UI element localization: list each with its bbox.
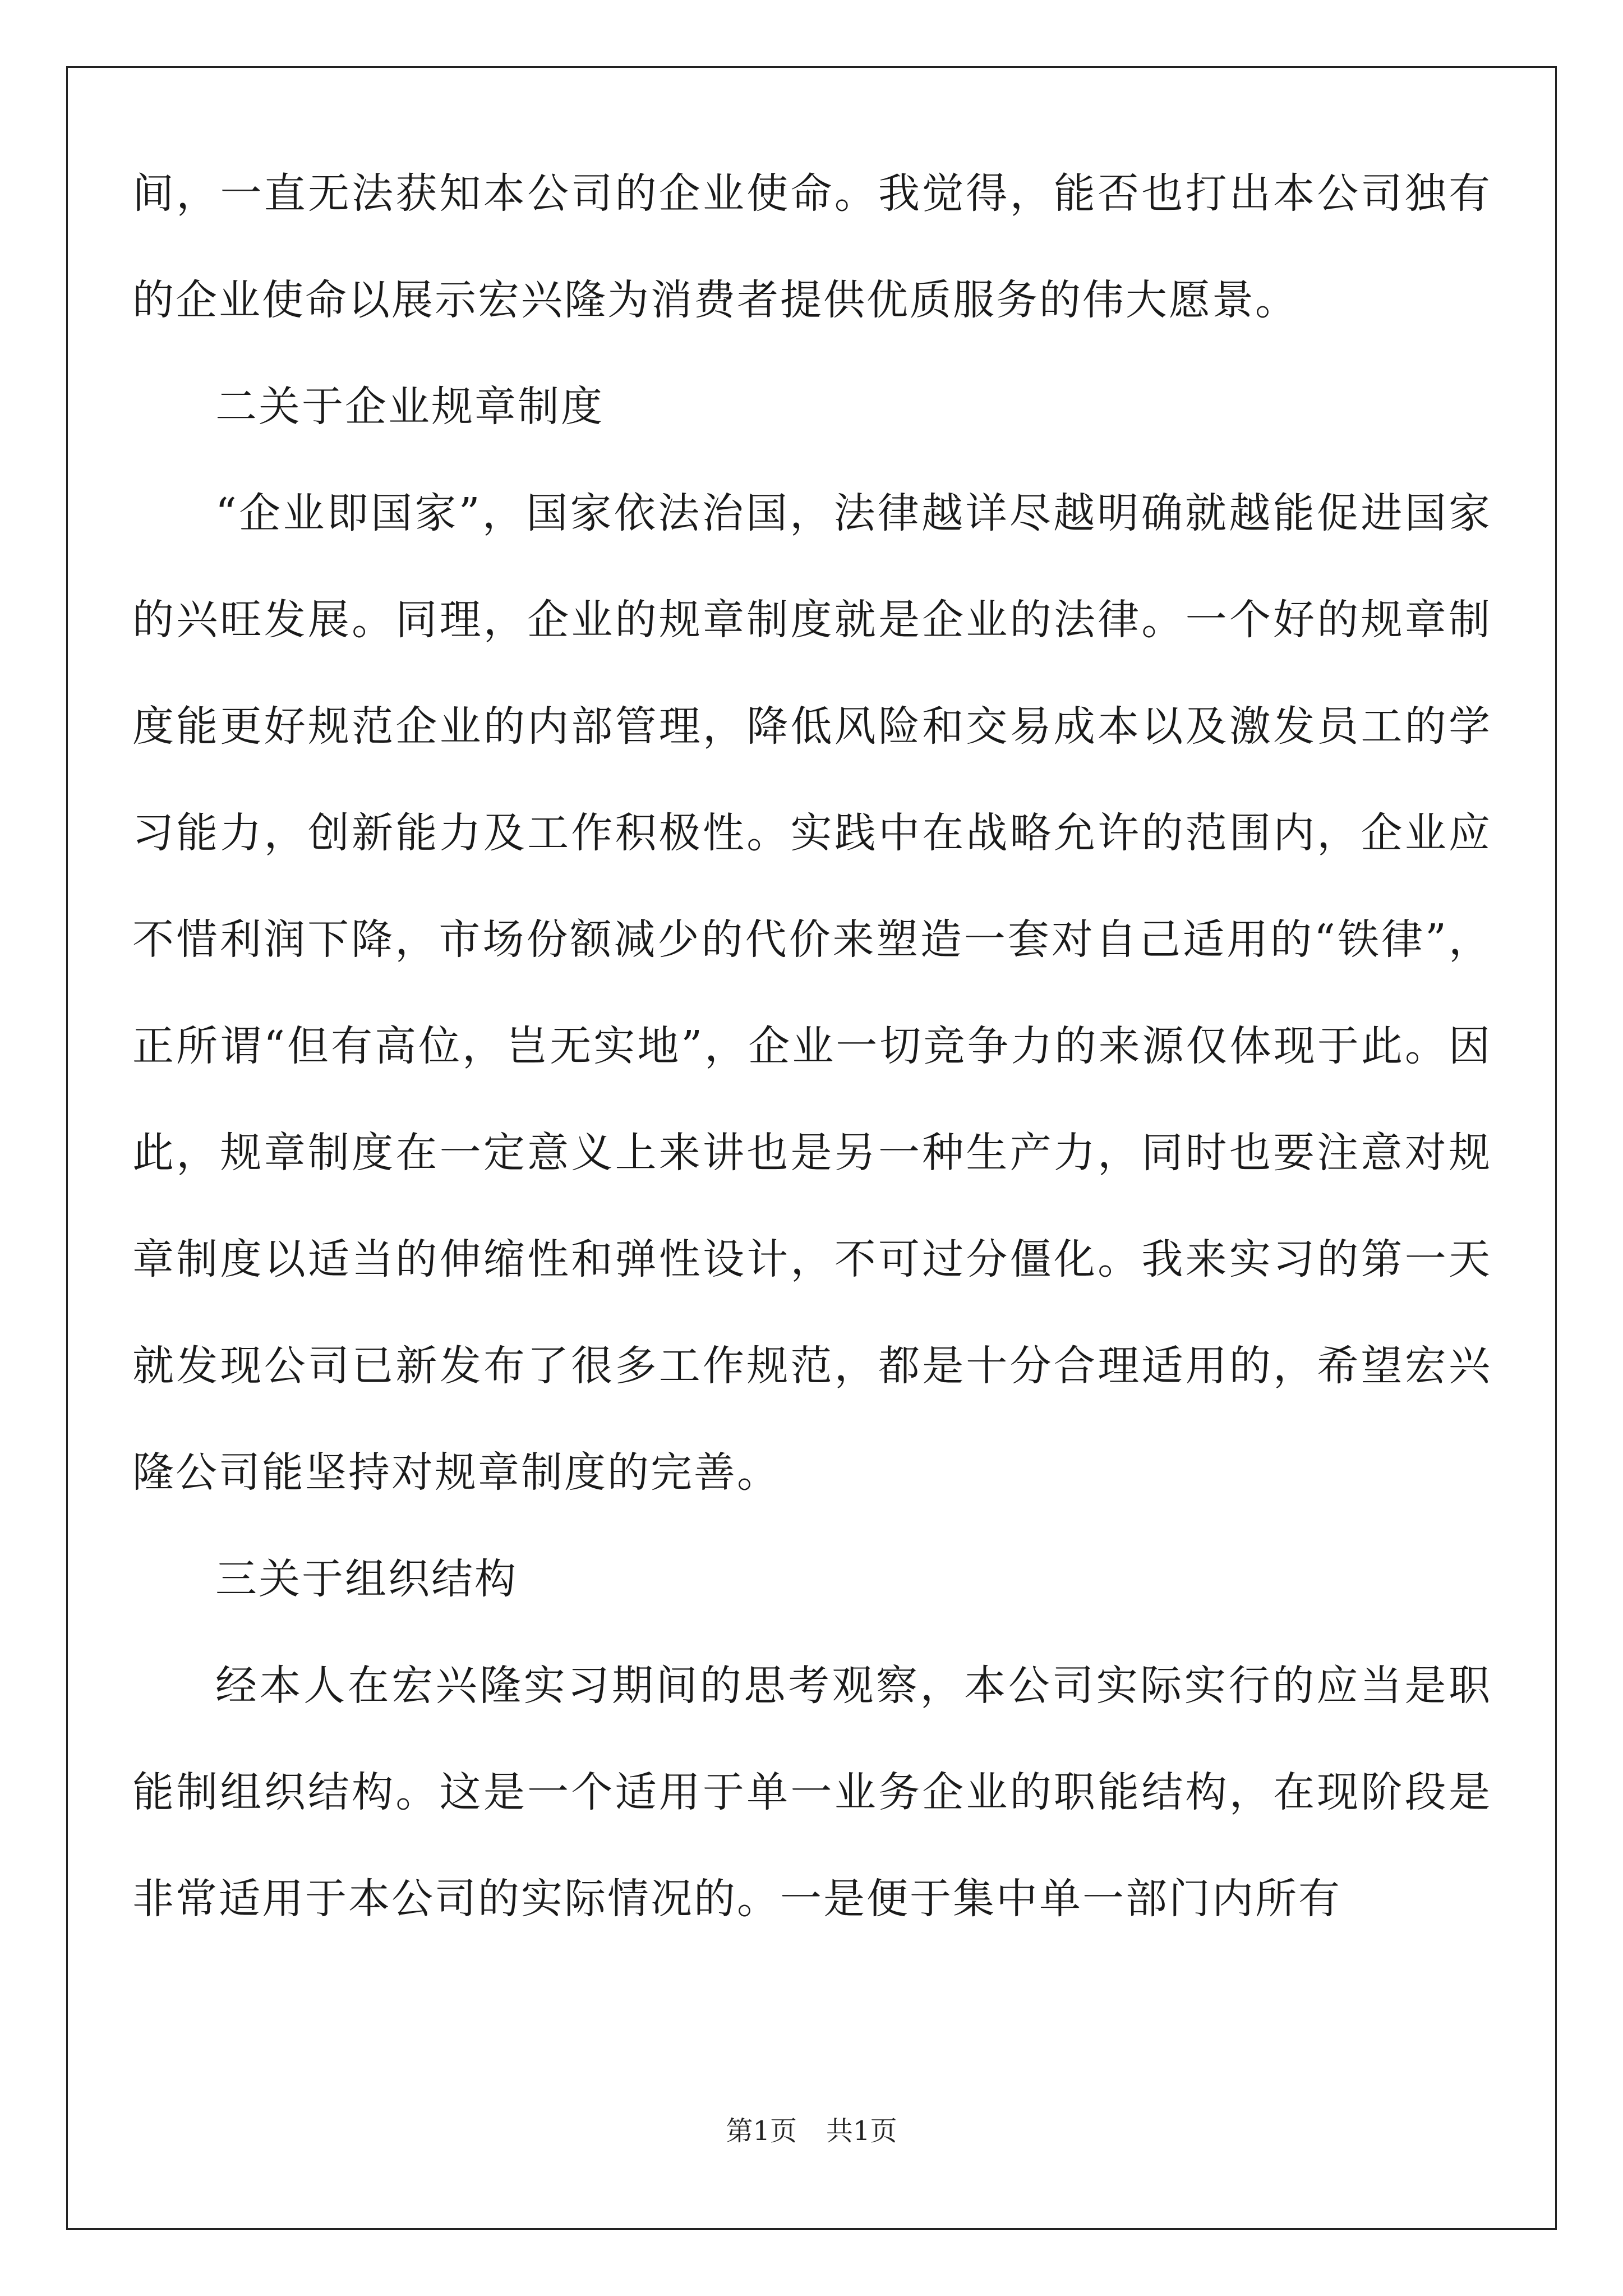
paragraph-organization-structure: 经本人在宏兴隆实习期间的思考观察，本公司实际实行的应当是职能制组织结构。这是一个适用于单一业务企业的职能结构，在现阶段是非常适用于本公司的实际情况的。一是便于集中单一部门内所有 [132, 1662, 1492, 1923]
heading-regulations: 二关于企业规章制度 [215, 383, 604, 431]
page-number: 第1页 [726, 2115, 797, 2147]
page-total: 共1页 [826, 2115, 897, 2147]
paragraph-regulations: “企业即国家”，国家依法治国，法律越详尽越明确就越能促进国家的兴旺发展。同理，企业的规章制度就是企业的法律。一个好的规章制度能更好规范企业的内部管理，降低风险和交易成本以及激发员工的学习能力，创新能力及工作积极性。实践中在战略允许的范围内，企业应不惜利润下降，市场份额减少的代价来塑造一套对自己适用的“铁律”，正所谓“但有高位，岂无实地”，企业一切竞争力的来源仅体现于此。因此，规章制度在一定意义上来讲也是另一种生产力，同时也要注意对规章制度以适当的伸缩性和弹性设计，不可过分僵化。我来实习的第一天就发现公司已新发布了很多工作规范，都是十分合理适用的，希望宏兴隆公司能坚持对规章制度的完善。 [132, 489, 1492, 1497]
page-footer [0, 2109, 1623, 2148]
heading-organization-structure: 三关于组织结构 [215, 1555, 518, 1603]
paragraph-mission-continuation: 间，一直无法获知本公司的企业使命。我觉得，能否也打出本公司独有的企业使命以展示宏兴隆为消费者提供优质服务的伟大愿景。 [132, 169, 1492, 324]
document-body [132, 140, 1492, 1952]
